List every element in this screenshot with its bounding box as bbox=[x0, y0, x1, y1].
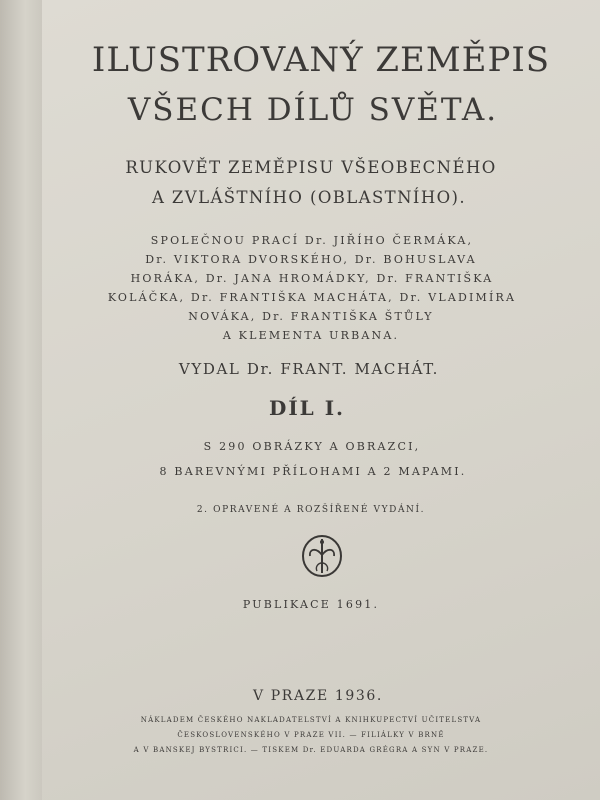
authors-line: SPOLEČNOU PRACÍ Dr. JIŘÍHO ČERMÁKA, bbox=[150, 234, 474, 247]
title-line-1: ILUSTROVANÝ ZEMĚPIS bbox=[91, 40, 551, 80]
authors-line: A KLEMENTA URBANA. bbox=[222, 329, 400, 342]
authors-line: Dr. VIKTORA DVORSKÉHO, Dr. BOHUSLAVA bbox=[145, 253, 477, 266]
authors-line: HORÁKA, Dr. JANA HROMÁDKY, Dr. FRANTIŠKA bbox=[130, 272, 494, 285]
imprint-line: ČESKOSLOVENSKÉHO V PRAZE VII. — FILIÁLKY V BRNĚ bbox=[177, 731, 445, 739]
illustrations-line-1: S 290 OBRÁZKY A OBRAZCI, bbox=[203, 440, 421, 453]
title-line-2: VŠECH DÍLŮ SVĚTA. bbox=[127, 92, 499, 128]
authors-line: NOVÁKA, Dr. FRANTIŠKA ŠTŮLY bbox=[188, 310, 434, 323]
edition-line: 2. OPRAVENÉ A ROZŠÍŘENÉ VYDÁNÍ. bbox=[196, 505, 426, 515]
publication-number: PUBLIKACE 1691. bbox=[242, 598, 380, 611]
authors-line: KOLÁČKA, Dr. FRANTIŠKA MACHÁTA, Dr. VLADIMÍRA bbox=[107, 291, 517, 304]
place-year: V PRAZE 1936. bbox=[253, 688, 383, 704]
volume-label: DÍL I. bbox=[268, 396, 346, 420]
editor-line: VYDAL Dr. FRANT. MACHÁT. bbox=[178, 360, 440, 378]
subtitle-line-1: RUKOVĚT ZEMĚPISU VŠEOBECNÉHO bbox=[125, 158, 497, 177]
imprint-line: NÁKLADEM ČESKÉHO NAKLADATELSTVÍ A KNIHKUPECTVÍ UČITELSTVA bbox=[140, 716, 482, 724]
imprint-line: A V BANSKEJ BYSTRICI. — TISKEM Dr. EDUARDA GRÉGRA A SYN V PRAZE. bbox=[133, 746, 489, 754]
illustrations-line-2: 8 BAREVNÝMI PŘÍLOHAMI A 2 MAPAMI. bbox=[159, 465, 467, 478]
publisher-emblem-icon bbox=[300, 533, 344, 579]
subtitle-line-2: A ZVLÁŠTNÍHO (OBLASTNÍHO). bbox=[151, 188, 467, 207]
title-page bbox=[42, 0, 600, 800]
